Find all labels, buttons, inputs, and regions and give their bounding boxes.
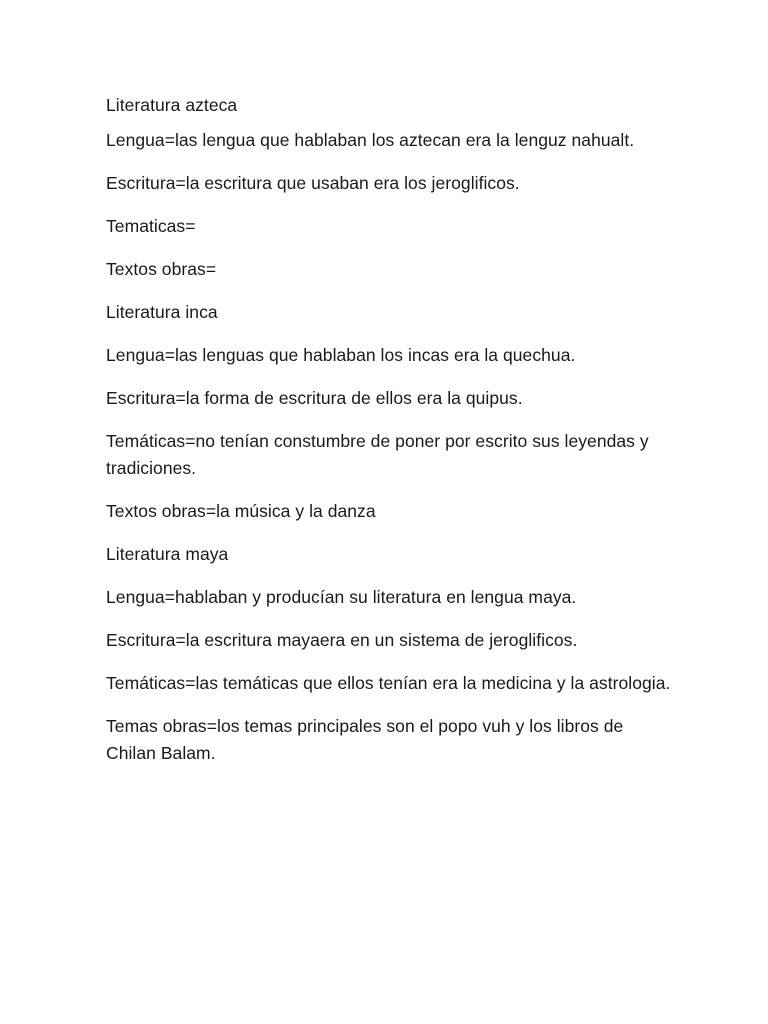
inca-lengua: Lengua=las lenguas que hablaban los incas era la quechua. xyxy=(106,345,576,365)
inca-escritura: Escritura=la forma de escritura de ellos era la quipus. xyxy=(106,388,523,408)
section-heading-maya: Literatura maya xyxy=(106,544,229,564)
inca-textos-obras: Textos obras=la música y la danza xyxy=(106,501,376,521)
maya-escritura: Escritura=la escritura mayaera en un sistema de jeroglificos. xyxy=(106,630,578,650)
azteca-tematicas: Tematicas= xyxy=(106,216,196,236)
section-heading-azteca: Literatura azteca xyxy=(106,95,238,115)
maya-lengua: Lengua=hablaban y producían su literatura en lengua maya. xyxy=(106,587,577,607)
azteca-lengua: Lengua=las lengua que hablaban los aztecan era la lenguz nahualt. xyxy=(106,130,635,150)
inca-tematicas: Temáticas=no tenían constumbre de poner por escrito sus leyendas y tradiciones. xyxy=(106,431,649,478)
section-heading-inca: Literatura inca xyxy=(106,302,218,322)
azteca-escritura: Escritura=la escritura que usaban era los jeroglificos. xyxy=(106,173,520,193)
document-body xyxy=(106,92,676,767)
maya-tematicas: Temáticas=las temáticas que ellos tenían era la medicina y la astrologia. xyxy=(106,673,671,693)
azteca-textos-obras: Textos obras= xyxy=(106,259,217,279)
maya-temas-obras: Temas obras=los temas principales son el popo vuh y los libros de Chilan Balam. xyxy=(106,716,624,763)
